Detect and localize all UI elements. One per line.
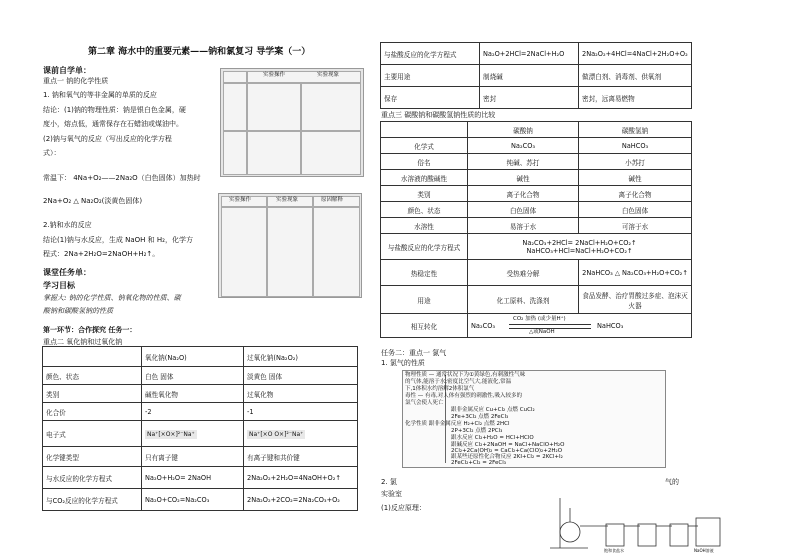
hcl-equation: NaHCO₃+HCl=NaCl+H₂O+CO₂↑ [526, 246, 633, 255]
focus-one-heading: 重点一 钠的化学性质 [43, 77, 109, 85]
diagram-line: 2FeCl₂+Cl₂ = 2FeCl₃ [451, 460, 506, 466]
table-cell: 白色固体 [579, 202, 692, 218]
table-cell [43, 347, 142, 367]
conversion-left: Na₂CO₃ [471, 321, 496, 330]
diagram-line: 跟碱反应 Cl₂+2NaOH = NaCl+NaClO+H₂O [451, 442, 565, 448]
oxide-comparison-table [42, 346, 358, 511]
goal-heading: 学习目标 [43, 281, 75, 290]
oxide-continued-table [380, 42, 692, 109]
table-cell: 碱性氧化物 [142, 385, 244, 403]
carbonate-comparison-table [380, 121, 692, 338]
image-header: 实验现象 [317, 72, 340, 78]
table-cell: 氧化钠(Na₂O) [142, 347, 244, 367]
table-cell: 保存 [381, 87, 480, 109]
chlorine-property-diagram [402, 370, 666, 468]
table-cell: 2Na₂O₂+4HCl=4NaCl+2H₂O+O₂ [579, 43, 692, 65]
diagram-line: 物理性质 — 通常状况下为①黄绿色,有刺激性气味 [405, 372, 526, 378]
paragraph: 程式：2Na+2H₂O=2NaOH+H₂↑。 [43, 250, 160, 258]
diagram-line: 下,1体积水约溶解2体积氯气 [405, 386, 475, 392]
table-cell: 过氧化物 [244, 385, 358, 403]
table-cell: 白色固体 [468, 202, 579, 218]
table-cell: Na₂O+H₂O= 2NaOH [142, 467, 244, 489]
table-cell: Na₂O+CO₂=Na₂CO₃ [142, 489, 244, 511]
table-cell: 2Na₂O₂+2H₂O=4NaOH+O₂↑ [244, 467, 358, 489]
table-cell: 颜色、状态 [43, 367, 142, 385]
table-cell: 碱性 [468, 170, 579, 186]
electron-formula: Na⁺[×O O×]²⁻Na⁺ [249, 430, 304, 438]
table-cell: 密封，远离易燃物 [579, 87, 692, 109]
diagram-line: 毒性 — 有毒,对人体有强烈的刺激性,吸入较多的 [405, 393, 522, 399]
diagram-line: 化学性质 跟非金属反应 H₂+Cl₂ 点燃 2HCl [405, 421, 510, 427]
task-heading: 课堂任务单： [43, 268, 91, 277]
electron-formula: Na⁺[×O×]²⁻Na⁺ [147, 430, 195, 438]
table-cell [381, 122, 468, 138]
focus-two-heading: 重点二 氧化钠和过氧化钠 [43, 338, 123, 346]
table-cell: 水溶液的酸碱性 [381, 170, 468, 186]
table-cell: 热稳定性 [381, 260, 468, 286]
table-cell [244, 421, 358, 447]
table-cell: 有离子键和共价键 [244, 447, 358, 467]
table-cell: 与CO₂反应的化学方程式 [43, 489, 142, 511]
conversion-top-label: CO₂ 加热 (或少量H⁺) [513, 315, 566, 322]
table-cell: 小苏打 [579, 154, 692, 170]
table-cell: 密封 [480, 87, 579, 109]
table-cell: 制烧碱 [480, 65, 579, 87]
table-cell: 受热难分解 [468, 260, 579, 286]
table-cell: 与水反应的化学方程式 [43, 467, 142, 489]
table-cell: 易溶于水 [468, 218, 579, 234]
diagram-line: 跟水反应 Cl₂+H₂O = HCl+HClO [451, 435, 534, 441]
apparatus-label: 饱和食盐水 [604, 548, 624, 553]
diagram-line: 跟某些还原性化合物反应 2KI+Cl₂ = 2KCl+I₂ [451, 454, 563, 460]
diagram-line: 氯气会使人死亡 [405, 400, 444, 406]
table-cell: -2 [142, 403, 244, 421]
table-cell: 2NaHCO₃ △ Na₂CO₃+H₂O+CO₂↑ [579, 260, 692, 286]
table-cell: 过氧化钠(Na₂O₂) [244, 347, 358, 367]
table-cell: 用途 [381, 286, 468, 314]
table-cell: 相互转化 [381, 314, 468, 338]
link-heading: 第一环节：合作探究 任务一： [43, 326, 137, 334]
paragraph: 2.钠和水的反应 [43, 221, 92, 229]
table-cell [142, 421, 244, 447]
table-cell: 离子化合物 [468, 186, 579, 202]
lab-heading: 实验室 [381, 490, 402, 498]
self-study-heading: 课前自学单： [43, 66, 91, 75]
table-cell: 颜色、状态 [381, 202, 468, 218]
table-cell: 主要用途 [381, 65, 480, 87]
conversion-arrow [509, 324, 591, 325]
image-header: 实验现象 [276, 197, 299, 203]
paragraph: (2)钠与氧气的反应（写出反应的化学方程 [43, 135, 172, 143]
table-cell: 只有离子键 [142, 447, 244, 467]
page-title: 第二章 海水中的重要元素——钠和氯复习 导学案（一） [88, 47, 311, 57]
table-cell: 化工原料、洗涤剂 [468, 286, 579, 314]
table-cell: 与盐酸反应的化学方程式 [381, 43, 480, 65]
table-cell: 碱性 [579, 170, 692, 186]
paragraph: 式）： [43, 149, 61, 157]
table-cell: 碳酸钠 [468, 122, 579, 138]
experiment-image-sodium-water [218, 193, 362, 298]
paragraph: 结论：(1)钠的物理性质：钠是银白色金属，硬 [43, 106, 186, 114]
conversion-scheme [471, 316, 688, 336]
table-cell: 淡黄色 固体 [244, 367, 358, 385]
table-cell: 电子式 [43, 421, 142, 447]
table-cell: 与盐酸反应的化学方程式 [381, 234, 468, 260]
reaction-principle: (1)反应原理： [381, 504, 426, 512]
table-cell: 化合价 [43, 403, 142, 421]
diagram-line: 2P+3Cl₂ 点燃 2PCl₃ [451, 428, 503, 434]
apparatus-label: NaOH溶液 [694, 548, 714, 553]
conversion-bottom-label: △或NaOH [529, 328, 555, 335]
table-cell: -1 [244, 403, 358, 421]
hcl-equation: Na₂CO₃+2HCl= 2NaCl+H₂O+CO₂↑ [522, 238, 637, 247]
table-cell: 水溶性 [381, 218, 468, 234]
table-cell: 俗名 [381, 154, 468, 170]
section-two-heading-tail: 气的 [665, 478, 679, 486]
task-two-heading: 任务二：重点一 氯气 [381, 349, 447, 357]
equation-room-temp: 常温下： 4Na+O₂——2Na₂O（白色固体）加热时 [43, 174, 201, 182]
table-cell: 可溶于水 [579, 218, 692, 234]
paragraph: 1. 钠和氧气的等非金属的单质的反应 [43, 91, 157, 99]
table-cell: 做漂白剂、消毒剂、供氧剂 [579, 65, 692, 87]
paragraph: 度小，熔点低，通常保存在石蜡油或煤油中。 [43, 120, 183, 128]
image-header: 实验操作 [263, 72, 286, 78]
goal-text: 掌握大: 钠的化学性质、钠氧化物的性质、碳 [43, 294, 181, 302]
diagram-line: 2Cl₂+2Ca(OH)₂ = CaCl₂+Ca(ClO)₂+2H₂O [451, 448, 563, 454]
paragraph: 结论(1)钠与水反应，生成 NaOH 和 H₂，化学方 [43, 236, 193, 244]
table-cell: Na₂CO₃ [468, 138, 579, 154]
image-header: 原因解释 [321, 197, 344, 203]
focus-three-heading: 重点三 碳酸钠和碳酸氢钠性质的比较 [381, 111, 496, 119]
lab-apparatus-image [548, 488, 728, 554]
table-cell: NaHCO₃ [579, 138, 692, 154]
equation-heating: 2Na+O₂ △ Na₂O₂(淡黄色固体) [43, 197, 143, 205]
table-cell: 类别 [381, 186, 468, 202]
table-cell: 纯碱、苏打 [468, 154, 579, 170]
table-cell [468, 314, 692, 338]
chlorine-props-heading: 1. 氯气的性质 [381, 359, 425, 367]
table-cell [468, 234, 692, 260]
experiment-image-sodium-oxygen [220, 68, 364, 177]
diagram-line: 的气体,能溶于水;密度比空气大,能液化,常温 [405, 379, 512, 385]
diagram-line: 2Fe+3Cl₂ 点燃 2FeCl₃ [451, 414, 509, 420]
image-header: 实验操作 [229, 197, 252, 203]
conversion-right: NaHCO₃ [597, 321, 624, 330]
table-cell: Na₂O+2HCl=2NaCl+H₂O [480, 43, 579, 65]
table-cell: 2Na₂O₂+2CO₂=2Na₂CO₃+O₂ [244, 489, 358, 511]
table-cell: 白色 固体 [142, 367, 244, 385]
goal-text: 酸钠和碳酸氢钠的性质 [43, 307, 113, 315]
diagram-line: 跟非金属反应 Cu+Cl₂ 点燃 CuCl₂ [451, 407, 535, 413]
section-two-heading: 2. 氯 [381, 478, 397, 486]
table-cell: 碳酸氢钠 [579, 122, 692, 138]
table-cell: 化学键类型 [43, 447, 142, 467]
table-cell: 离子化合物 [579, 186, 692, 202]
table-cell: 化学式 [381, 138, 468, 154]
table-cell: 类别 [43, 385, 142, 403]
table-cell: 食品发酵、治疗胃酸过多症、泡沫灭火器 [579, 286, 692, 314]
